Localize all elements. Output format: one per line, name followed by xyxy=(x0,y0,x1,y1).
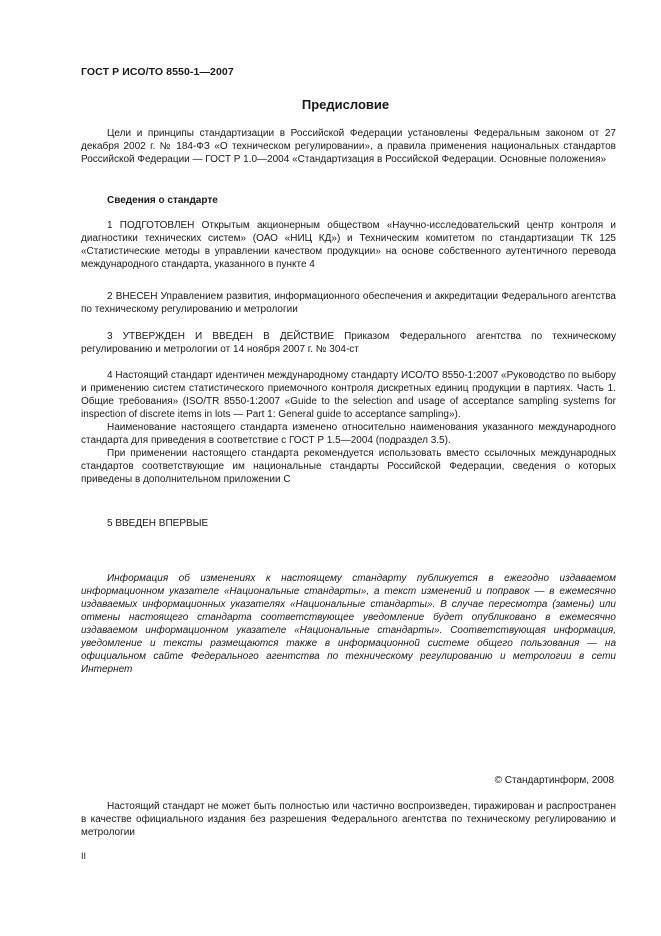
page-title: Предисловие xyxy=(301,97,390,112)
document-header: ГОСТ Р ИСО/ТО 8550-1—2007 xyxy=(81,66,234,78)
reproduction-notice-paragraph: Настоящий стандарт не может быть полностью или частично воспроизведен, тиражирован и распространен в качестве официального издания без разрешения Федерального агентства по техническому регулированию и метрологии xyxy=(81,801,616,838)
item-5-paragraph: 5 ВВЕДЕН ВПЕРВЫЕ xyxy=(107,518,209,529)
info-notice-paragraph: Информация об изменениях к настоящему стандарту публикуется в ежегодно издаваемом информационном указателе «Национальные стандарты», а текст изменений и поправок — в ежемесячно издаваемых информационных указателях «Национальные стандарты». В случае пересмотра (замены) или отмены настоящего стандарта соответствующее уведомление будет опубликовано в ежемесячно издаваемом информационном указателе «Национальные стандарты». Соответствующая информация, уведомление и тексты размещаются также в информационной системе общего пользования — на официальном сайте Федерального агентства по техническому регулированию и метрологии в сети Интернет xyxy=(81,573,616,675)
copyright-line: © Стандартинформ, 2008 xyxy=(494,775,614,786)
item-4-paragraph-b: Наименование настоящего стандарта изменено относительно наименования указанного международного стандарта для приведения в соответствие с ГОСТ Р 1.5—2004 (подраздел 3.5). xyxy=(81,422,616,446)
reproduction-notice-block xyxy=(81,800,616,839)
item-2-block xyxy=(81,290,616,316)
item-4-paragraph-a: 4 Настоящий стандарт идентичен международному стандарту ИСО/ТО 8550-1:2007 «Руководство по выбору и применению систем статистического приемочного контроля дискретных единиц продукции в партиях. Часть 1. Общие требования» (ISO/TR 8550-1:2007 «Guide to the selection and usage of acceptance sampling systems for inspection of discrete items in lots — Part 1: General guide to acceptance sampling»). xyxy=(81,370,616,420)
item-2-paragraph: 2 ВНЕСЕН Управлением развития, информационного обеспечения и аккредитации Федерального агентства по техническому регулированию и метрологии xyxy=(81,291,616,315)
info-notice-block xyxy=(81,572,616,676)
item-1-block xyxy=(81,219,616,271)
page-number: II xyxy=(81,851,87,861)
item-4-block xyxy=(81,369,616,486)
item-5-block xyxy=(81,517,616,530)
item-3-block xyxy=(81,330,616,356)
item-4-paragraph-c: При применении настоящего стандарта рекомендуется использовать вместо ссылочных международных стандартов соответствующие им национальные стандарты Российской Федерации, сведения о которых приведены в дополнительном приложении С xyxy=(81,448,616,485)
item-3-paragraph: 3 УТВЕРЖДЕН И ВВЕДЕН В ДЕЙСТВИЕ Приказом Федерального агентства по техническому регулированию и метрологии от 14 ноября 2007 г. № 304-ст xyxy=(81,331,616,355)
intro-block xyxy=(81,127,616,166)
intro-paragraph: Цели и принципы стандартизации в Российской Федерации установлены Федеральным законом от 27 декабря 2002 г. № 184-ФЗ «О техническом регулировании», а правила применения национальных стандартов Российской Федерации — ГОСТ Р 1.0—2004 «Стандартизация в Российской Федерации. Основные положения» xyxy=(81,128,616,165)
item-1-paragraph: 1 ПОДГОТОВЛЕН Открытым акционерным обществом «Научно-исследовательский центр контроля и диагностики технических систем» (ОАО «НИЦ КД») и Техническим комитетом по стандартизации ТК 125 «Статистические методы в управлении качеством продукции» на основе собственного аутентичного перевода международного стандарта, указанного в пункте 4 xyxy=(81,220,616,270)
section-subheading: Сведения о стандарте xyxy=(107,195,218,206)
